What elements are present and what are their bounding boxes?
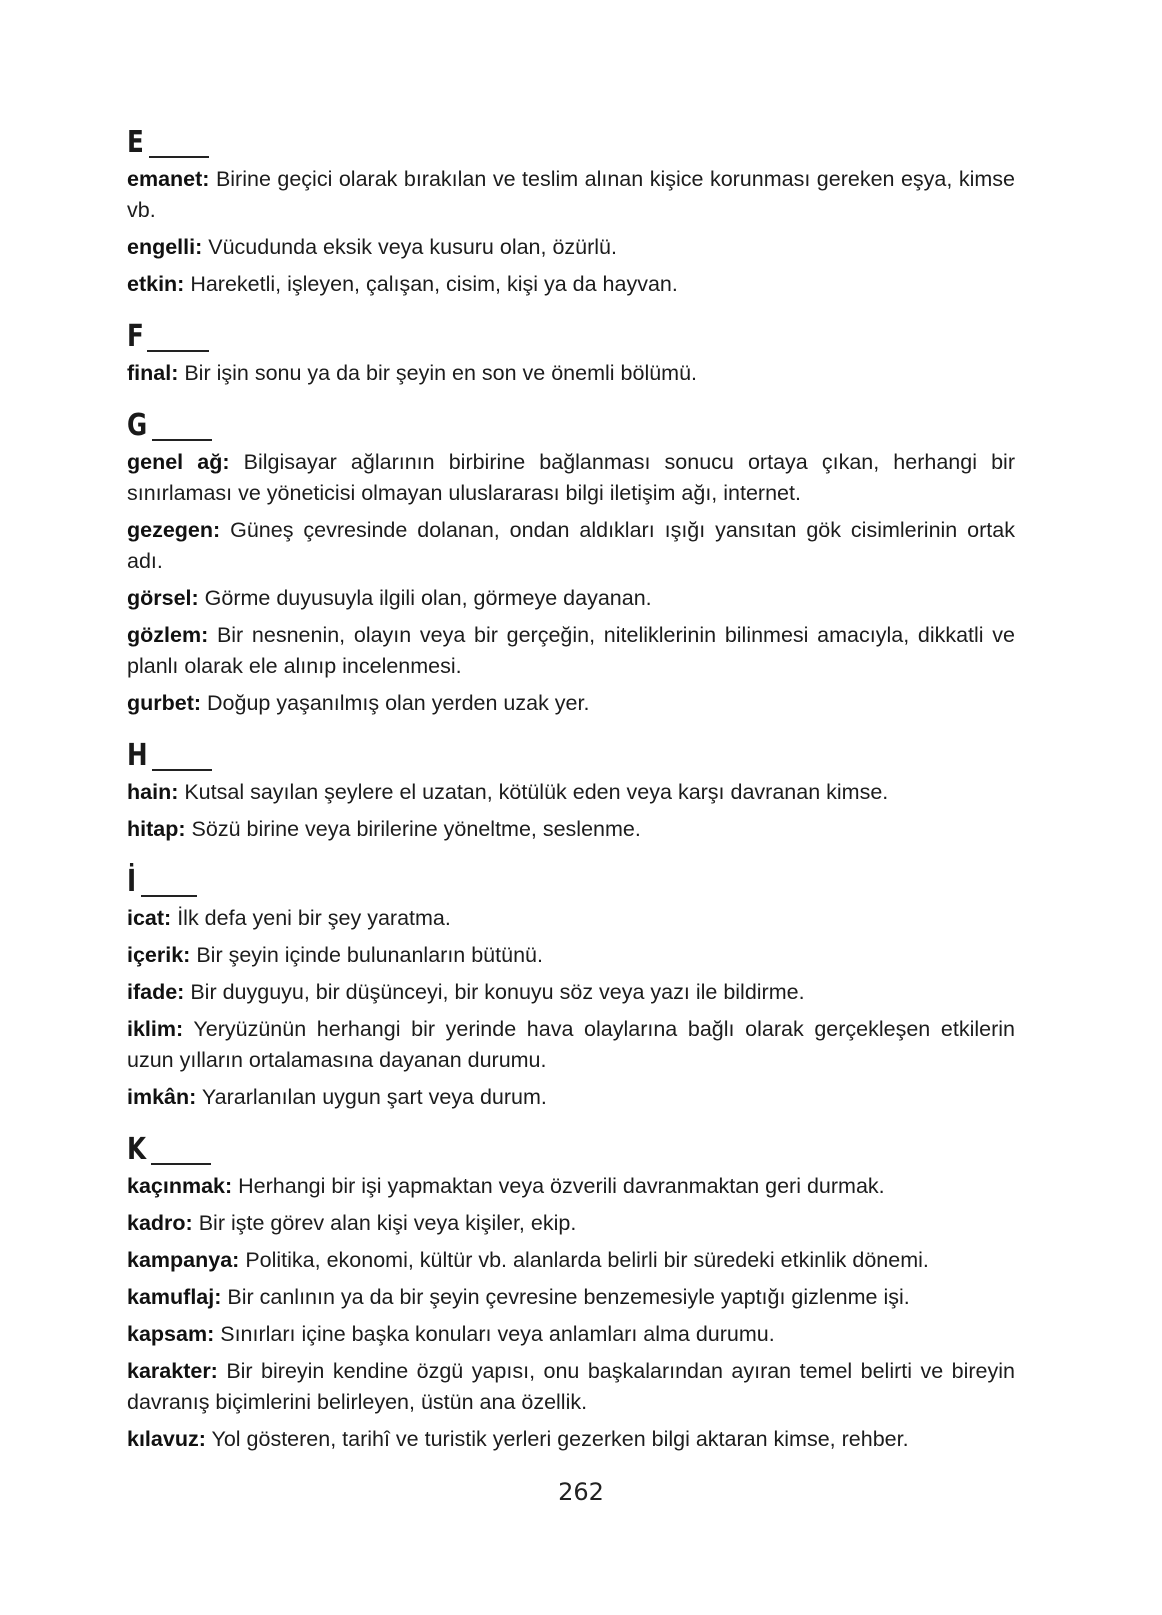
glossary-entry bbox=[127, 515, 1015, 577]
entry-term: etkin: bbox=[127, 272, 185, 296]
page-number: 262 bbox=[558, 1478, 604, 1506]
glossary-entry bbox=[127, 164, 1015, 226]
section-i bbox=[127, 859, 1015, 1113]
section-heading-g bbox=[127, 403, 1015, 445]
entry-term: içerik: bbox=[127, 943, 191, 967]
entry-definition: Hareketli, işleyen, çalışan, cisim, kişi ya da hayvan. bbox=[190, 272, 678, 296]
heading-underline bbox=[152, 769, 212, 771]
entry-term: görsel: bbox=[127, 586, 199, 610]
entry-term: kampanya: bbox=[127, 1248, 240, 1272]
entry-definition: Doğup yaşanılmış olan yerden uzak yer. bbox=[207, 691, 590, 715]
glossary-entry bbox=[127, 940, 1015, 971]
heading-underline bbox=[152, 439, 212, 441]
glossary-entry bbox=[127, 903, 1015, 934]
glossary-entry bbox=[127, 1282, 1015, 1313]
entry-definition: Bir işin sonu ya da bir şeyin en son ve önemli bölümü. bbox=[184, 361, 698, 385]
glossary-entry bbox=[127, 232, 1015, 263]
entry-definition: Politika, ekonomi, kültür vb. alanlarda belirli bir süredeki etkinlik dönemi. bbox=[245, 1248, 929, 1272]
entry-term: emanet: bbox=[127, 167, 210, 191]
section-letter: E bbox=[127, 125, 144, 160]
entry-term: gözlem: bbox=[127, 623, 209, 647]
section-letter: G bbox=[127, 408, 148, 443]
section-heading-h bbox=[127, 733, 1015, 775]
entry-term: hitap: bbox=[127, 817, 186, 841]
glossary-entry bbox=[127, 977, 1015, 1008]
section-f bbox=[127, 314, 1015, 389]
section-g bbox=[127, 403, 1015, 719]
entry-definition: Bir işte görev alan kişi veya kişiler, ekip. bbox=[198, 1211, 577, 1235]
glossary-entry bbox=[127, 447, 1015, 509]
entry-term: hain: bbox=[127, 780, 179, 804]
section-heading-f bbox=[127, 314, 1015, 356]
entry-definition: İlk defa yeni bir şey yaratma. bbox=[177, 906, 451, 930]
section-e bbox=[127, 120, 1015, 300]
entry-definition: Bir şeyin içinde bulunanların bütünü. bbox=[196, 943, 543, 967]
glossary-entry bbox=[127, 1319, 1015, 1350]
glossary-content bbox=[127, 120, 1015, 1461]
glossary-entry bbox=[127, 688, 1015, 719]
section-heading-k bbox=[127, 1127, 1015, 1169]
glossary-entry bbox=[127, 814, 1015, 845]
heading-underline bbox=[141, 895, 197, 897]
section-k bbox=[127, 1127, 1015, 1455]
entry-definition: Güneş çevresinde dolanan, ondan aldıkları ışığı yansıtan gök cisimlerinin ortak adı. bbox=[127, 518, 1015, 573]
entry-term: final: bbox=[127, 361, 179, 385]
section-letter: F bbox=[127, 319, 144, 354]
entry-term: kılavuz: bbox=[127, 1427, 206, 1451]
glossary-entry bbox=[127, 583, 1015, 614]
entry-definition: Görme duyusuyla ilgili olan, görmeye dayanan. bbox=[204, 586, 652, 610]
entry-definition: Herhangi bir işi yapmaktan veya özverili davranmaktan geri durmak. bbox=[238, 1174, 885, 1198]
entry-definition: Bir duyguyu, bir düşünceyi, bir konuyu söz veya yazı ile bildirme. bbox=[190, 980, 805, 1004]
entry-definition: Yeryüzünün herhangi bir yerinde hava olaylarına bağlı olarak gerçekleşen etkilerin uzun yılların ortalamasına dayanan durumu. bbox=[127, 1017, 1015, 1072]
glossary-entry bbox=[127, 1171, 1015, 1202]
entry-term: engelli: bbox=[127, 235, 203, 259]
entry-term: iklim: bbox=[127, 1017, 184, 1041]
entry-term: genel ağ: bbox=[127, 450, 230, 474]
heading-underline bbox=[151, 1163, 211, 1165]
entry-definition: Bilgisayar ağlarının birbirine bağlanması sonucu ortaya çıkan, herhangi bir sınırlaması ve yöneticisi olmayan uluslararası bilgi iletişim ağı, internet. bbox=[127, 450, 1015, 505]
section-letter: İ bbox=[127, 864, 137, 899]
entry-definition: Kutsal sayılan şeylere el uzatan, kötülük eden veya karşı davranan kimse. bbox=[184, 780, 889, 804]
entry-term: kadro: bbox=[127, 1211, 193, 1235]
entry-term: icat: bbox=[127, 906, 172, 930]
glossary-entry bbox=[127, 1245, 1015, 1276]
entry-term: karakter: bbox=[127, 1359, 218, 1383]
glossary-entry bbox=[127, 1424, 1015, 1455]
glossary-entry bbox=[127, 620, 1015, 682]
heading-underline bbox=[149, 156, 209, 158]
glossary-entry bbox=[127, 1082, 1015, 1113]
entry-term: gezegen: bbox=[127, 518, 221, 542]
section-heading-e bbox=[127, 120, 1015, 162]
entry-term: kaçınmak: bbox=[127, 1174, 233, 1198]
glossary-entry bbox=[127, 1208, 1015, 1239]
entry-definition: Vücudunda eksik veya kusuru olan, özürlü. bbox=[208, 235, 617, 259]
heading-underline bbox=[147, 350, 209, 352]
glossary-entry bbox=[127, 269, 1015, 300]
glossary-entry bbox=[127, 1014, 1015, 1076]
entry-term: imkân: bbox=[127, 1085, 197, 1109]
entry-definition: Sınırları içine başka konuları veya anlamları alma durumu. bbox=[220, 1322, 775, 1346]
entry-term: ifade: bbox=[127, 980, 185, 1004]
section-letter: H bbox=[127, 738, 148, 773]
section-h bbox=[127, 733, 1015, 845]
entry-definition: Sözü birine veya birilerine yöneltme, seslenme. bbox=[191, 817, 641, 841]
entry-term: kapsam: bbox=[127, 1322, 215, 1346]
entry-definition: Bir bireyin kendine özgü yapısı, onu başkalarından ayıran temel belirti ve bireyin davranış biçimlerini belirleyen, üstün ana özellik. bbox=[127, 1359, 1015, 1414]
section-heading-i bbox=[127, 859, 1015, 901]
entry-term: kamuflaj: bbox=[127, 1285, 222, 1309]
glossary-entry bbox=[127, 777, 1015, 808]
entry-definition: Yararlanılan uygun şart veya durum. bbox=[201, 1085, 547, 1109]
glossary-entry bbox=[127, 1356, 1015, 1418]
entry-definition: Yol gösteren, tarihî ve turistik yerleri gezerken bilgi aktaran kimse, rehber. bbox=[211, 1427, 909, 1451]
entry-definition: Bir nesnenin, olayın veya bir gerçeğin, niteliklerinin bilinmesi amacıyla, dikkatli ve planlı olarak ele alınıp incelenmesi. bbox=[127, 623, 1015, 678]
entry-definition: Birine geçici olarak bırakılan ve teslim alınan kişice korunması gereken eşya, kimse vb. bbox=[127, 167, 1015, 222]
entry-term: gurbet: bbox=[127, 691, 202, 715]
entry-definition: Bir canlının ya da bir şeyin çevresine benzemesiyle yaptığı gizlenme işi. bbox=[227, 1285, 910, 1309]
glossary-entry bbox=[127, 358, 1015, 389]
section-letter: K bbox=[127, 1132, 147, 1167]
